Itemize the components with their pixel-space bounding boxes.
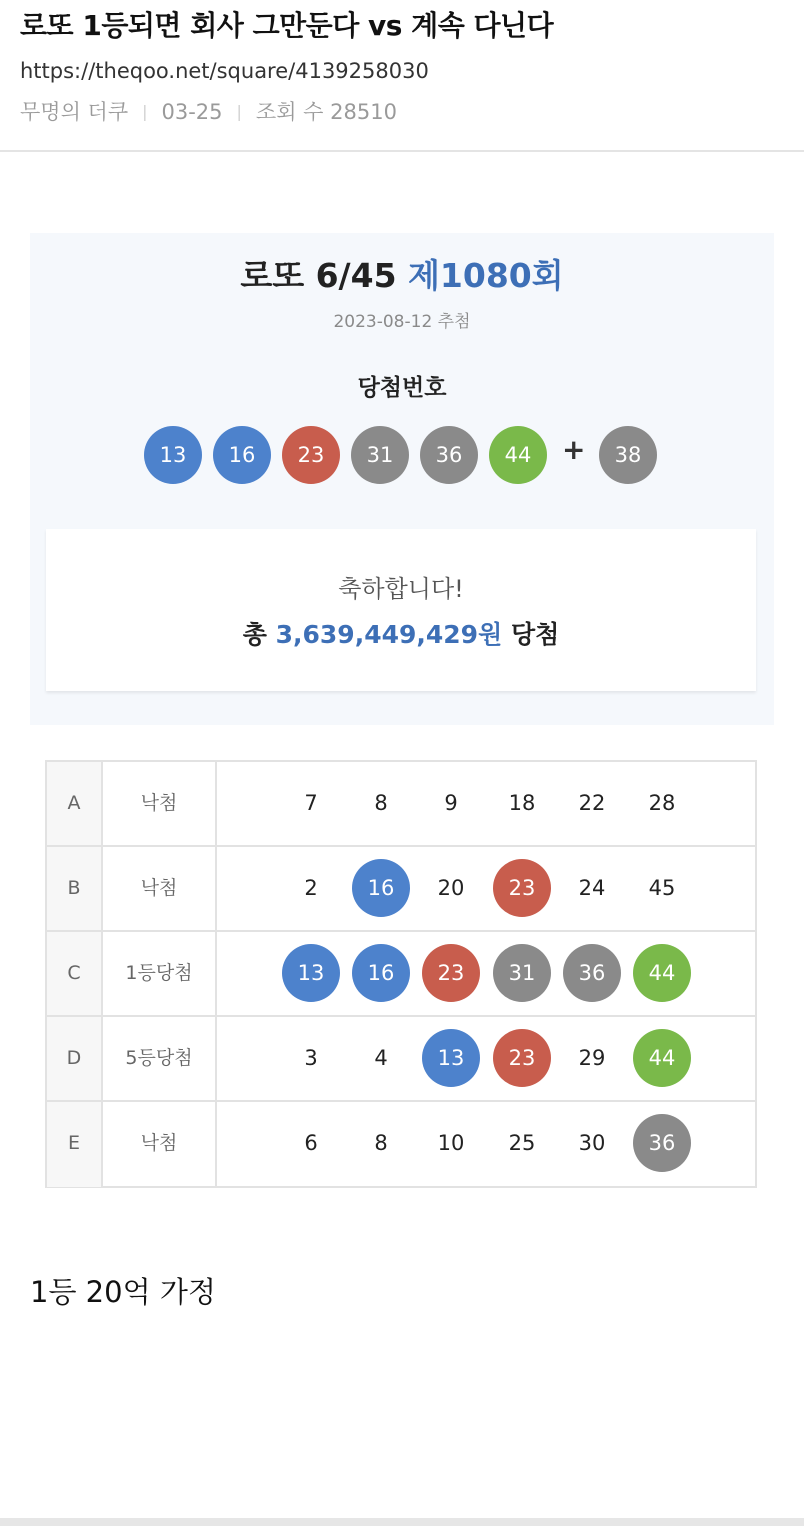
matched-number-ball: 13 (422, 1029, 480, 1087)
ticket-number: 3 (304, 1046, 318, 1070)
ticket-row (47, 847, 755, 932)
ticket-number: 20 (437, 876, 465, 900)
bonus-number-ball: 38 (599, 426, 657, 484)
winning-number-ball: 16 (213, 426, 271, 484)
ticket-number: 6 (304, 1131, 318, 1155)
matched-number-ball: 23 (493, 1029, 551, 1087)
ticket-number: 29 (578, 1046, 606, 1070)
prize-prefix: 총 (242, 620, 267, 649)
prize-text (46, 615, 756, 651)
post-url-link[interactable]: https://theqoo.net/square/4139258030 (20, 59, 429, 83)
matched-number-ball: 36 (563, 944, 621, 1002)
ticket-number: 24 (578, 876, 606, 900)
ticket-row (47, 1102, 755, 1187)
lotto-game-name: 로또 6/45 (240, 256, 397, 295)
congrats-text: 축하합니다! (338, 575, 464, 603)
matched-number-ball: 44 (633, 944, 691, 1002)
post-author[interactable]: 무명의 더쿠 (20, 100, 129, 124)
matched-number-ball: 36 (633, 1114, 691, 1172)
post-date: 03-25 (161, 100, 223, 124)
ticket-number: 2 (304, 876, 318, 900)
ticket-number: 45 (648, 876, 676, 900)
post-meta (20, 97, 397, 127)
matched-number-ball: 13 (282, 944, 340, 1002)
ticket-row (47, 762, 755, 847)
ticket-row-letter: E (47, 1102, 103, 1187)
prize-suffix: 당첨 (510, 620, 560, 649)
winning-number-ball: 31 (351, 426, 409, 484)
lotto-title (30, 255, 774, 297)
matched-number-ball: 16 (352, 944, 410, 1002)
ticket-row-result: 낙첨 (103, 1102, 217, 1187)
lotto-result-image (30, 233, 774, 725)
views-label: 조회 수 (255, 100, 324, 124)
views-count: 28510 (330, 100, 397, 124)
plus-sign: + (562, 433, 586, 466)
winning-number-ball: 23 (282, 426, 340, 484)
ticket-row-result: 낙첨 (103, 847, 217, 930)
ticket-number: 7 (304, 791, 318, 815)
ticket-row-letter: B (47, 847, 103, 930)
ticket-row-result: 1등당첨 (103, 932, 217, 1015)
ticket-row-result: 낙첨 (103, 762, 217, 845)
bottom-divider (0, 1518, 804, 1526)
ticket-number: 28 (648, 791, 676, 815)
winning-number-ball: 13 (144, 426, 202, 484)
prize-amount: 3,639,449,429원 (275, 620, 503, 649)
meta-divider: | (142, 102, 148, 121)
matched-number-ball: 31 (493, 944, 551, 1002)
ticket-number: 22 (578, 791, 606, 815)
matched-number-ball: 44 (633, 1029, 691, 1087)
ticket-number: 18 (508, 791, 536, 815)
post-title: 로또 1등되면 회사 그만둔다 vs 계속 다닌다 (20, 9, 554, 42)
prize-box (46, 529, 756, 691)
winning-number-ball: 44 (489, 426, 547, 484)
ticket-row-letter: D (47, 1017, 103, 1100)
ticket-number: 10 (437, 1131, 465, 1155)
ticket-row-result: 5등당첨 (103, 1017, 217, 1100)
matched-number-ball: 23 (422, 944, 480, 1002)
ticket-number: 9 (444, 791, 458, 815)
draw-date: 2023-08-12 추첨 (333, 312, 471, 332)
ticket-row-letter: A (47, 762, 103, 845)
ticket-row (47, 932, 755, 1017)
post-caption: 1등 20억 가정 (30, 1275, 216, 1309)
meta-divider: | (236, 102, 242, 121)
matched-number-ball: 16 (352, 859, 410, 917)
ticket-row (47, 1017, 755, 1102)
ticket-number: 4 (374, 1046, 388, 1070)
ticket-number: 8 (374, 1131, 388, 1155)
winning-numbers-label: 당첨번호 (357, 375, 447, 401)
ticket-number: 8 (374, 791, 388, 815)
ticket-row-letter: C (47, 932, 103, 1015)
matched-number-ball: 23 (493, 859, 551, 917)
post-header (0, 0, 804, 152)
lotto-round: 제1080회 (408, 256, 564, 295)
ticket-number: 25 (508, 1131, 536, 1155)
winning-number-ball: 36 (420, 426, 478, 484)
lotto-ticket-table (45, 760, 757, 1188)
ticket-number: 30 (578, 1131, 606, 1155)
